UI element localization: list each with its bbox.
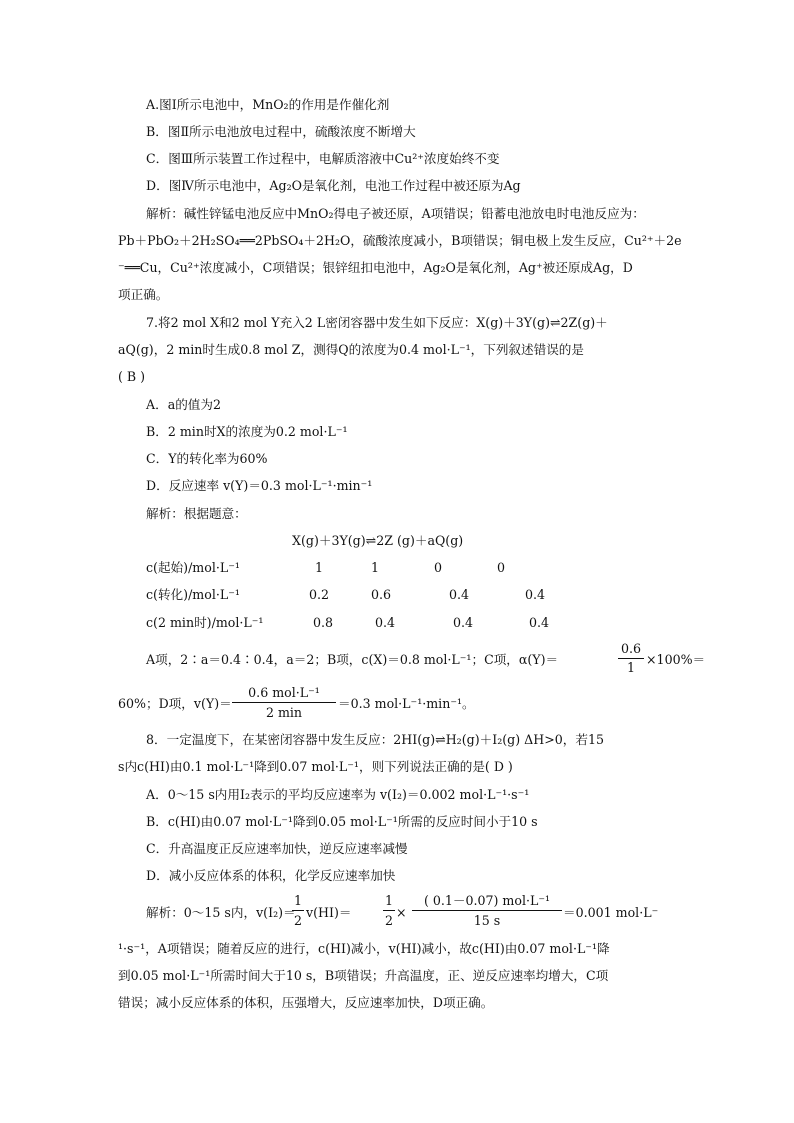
fraction-numerator: ( 0.1－0.07) mol·L⁻¹ <box>423 893 551 908</box>
q8-option-a: A．0～15 s内用I₂表示的平均反应速率为 v(I₂)＝0.002 mol·L⁻¹·s⁻¹ <box>146 787 530 802</box>
q8-analysis-times: × <box>396 905 407 920</box>
fraction-numerator: 0.6 mol·L⁻¹ <box>248 685 320 700</box>
fraction-numerator: 1 <box>384 893 393 908</box>
q7-analysis-intro: 解析：根据题意： <box>146 506 247 521</box>
table-cell: 1 <box>315 560 324 575</box>
q7-conclusion-line: 60%；D项，v(Y)＝ <box>118 696 232 711</box>
q8-stem-line: 8．一定温度下，在某密闭容器中发生反应：2HI(g)⇌H₂(g)＋I₂(g) ΔH>0，若15 <box>146 732 604 747</box>
q6-analysis-line: 解析：碱性锌锰电池反应中MnO₂得电子被还原，A项错误；铅蓄电池放电时电池反应为： <box>146 206 645 221</box>
q8-option-c: C．升高温度正反应速率加快，逆反应速率减慢 <box>146 841 408 856</box>
row-label: c(起始)/mol·L⁻¹ <box>146 560 240 575</box>
fraction-bar <box>383 910 395 911</box>
q6-option-a: A.图Ⅰ所示电池中，MnO₂的作用是作催化剂 <box>146 97 390 112</box>
table-cell: 0.4 <box>525 587 546 602</box>
q8-option-b: B．c(HI)由0.07 mol·L⁻¹降到0.05 mol·L⁻¹所需的反应时间小于10 s <box>146 814 538 829</box>
q8-analysis-line: 错误；减小反应体系的体积，压强增大，反应速率加快，D项正确。 <box>118 995 494 1010</box>
q6-option-c: C．图Ⅲ所示装置工作过程中，电解质溶液中Cu²⁺浓度始终不变 <box>146 151 500 166</box>
q8-analysis-line: ¹·s⁻¹，A项错误；随着反应的进行，c(HI)减小，v(HI)减小，故c(HI)由0.07 mol·L⁻¹降 <box>118 941 610 956</box>
q6-analysis-line: Pb＋PbO₂＋2H₂SO₄══2PbSO₄＋2H₂O，硫酸浓度减小，B项错误；铜电极上发生反应，Cu²⁺＋2e <box>118 233 682 248</box>
q7-conclusion-tail: ＝0.3 mol·L⁻¹·min⁻¹。 <box>338 696 475 711</box>
fraction-denominator: 2 min <box>265 705 303 720</box>
q8-analysis-tail: ＝0.001 mol·L⁻ <box>563 905 659 920</box>
q7-option-d: D．反应速率 v(Y)＝0.3 mol·L⁻¹·min⁻¹ <box>146 478 373 493</box>
fraction-denominator: 15 s <box>473 913 501 928</box>
q8-stem-line: s内c(HI)由0.1 mol·L⁻¹降到0.07 mol·L⁻¹，则下列说法正确的是( D ) <box>118 759 513 774</box>
table-cell: 0.6 <box>371 587 392 602</box>
fraction-bar <box>618 658 644 659</box>
fraction-denominator: 1 <box>626 660 635 675</box>
table-cell: 0.4 <box>375 615 396 630</box>
table-cell: 0.8 <box>313 615 334 630</box>
table-cell: 0.4 <box>449 587 470 602</box>
q8-analysis-line: 到0.05 mol·L⁻¹所需时间大于10 s，B项错误；升高温度，正、逆反应速率均增大，C项 <box>118 968 609 983</box>
row-label: c(2 min时)/mol·L⁻¹ <box>146 615 264 630</box>
table-cell: 0 <box>434 560 443 575</box>
q7-stem-line: 7.将2 mol X和2 mol Y充入2 L密闭容器中发生如下反应：X(g)＋3Y(g)⇌2Z(g)＋ <box>146 315 608 330</box>
q7-conclusion-tail: ×100%＝ <box>646 652 706 667</box>
table-cell: 0 <box>497 560 506 575</box>
q6-option-b: B．图Ⅱ所示电池放电过程中，硫酸浓度不断增大 <box>146 124 416 139</box>
fraction-numerator: 1 <box>293 893 302 908</box>
q6-analysis-line: 项正确。 <box>118 287 169 302</box>
reaction-equation: X(g)＋3Y(g)⇌2Z (g)＋aQ(g) <box>292 533 464 548</box>
row-label: c(转化)/mol·L⁻¹ <box>146 587 240 602</box>
table-cell: 0.2 <box>309 587 330 602</box>
fraction-bar <box>292 910 304 911</box>
q7-option-c: C．Y的转化率为60% <box>146 451 268 466</box>
fraction-denominator: 2 <box>384 913 393 928</box>
q8-option-d: D．减小反应体系的体积，化学反应速率加快 <box>146 868 396 883</box>
q6-analysis-line: ⁻══Cu，Cu²⁺浓度减小，C项错误；银锌纽扣电池中，Ag₂O是氧化剂，Ag⁺被还原成Ag，D <box>118 260 633 275</box>
fraction-bar <box>412 910 562 911</box>
q8-analysis-mid: v(HI)＝ <box>306 905 352 920</box>
q7-stem-line: aQ(g)，2 min时生成0.8 mol Z，测得Q的浓度为0.4 mol·L⁻¹，下列叙述错误的是 <box>118 342 584 357</box>
q7-option-b: B．2 min时X的浓度为0.2 mol·L⁻¹ <box>146 424 348 439</box>
q8-analysis-head: 解析：0～15 s内，v(I₂)＝ <box>146 905 296 920</box>
fraction-denominator: 2 <box>293 913 302 928</box>
q7-conclusion-line: A项，2∶a＝0.4∶0.4，a＝2；B项，c(X)＝0.8 mol·L⁻¹；C项，α(Y)＝ <box>146 652 559 667</box>
table-cell: 1 <box>371 560 380 575</box>
table-cell: 0.4 <box>453 615 474 630</box>
fraction-numerator: 0.6 <box>620 641 642 656</box>
q7-answer: ( B ) <box>118 369 146 384</box>
fraction-bar <box>232 702 336 703</box>
q6-option-d: D．图Ⅳ所示电池中，Ag₂O是氧化剂，电池工作过程中被还原为Ag <box>146 178 521 193</box>
q7-option-a: A．a的值为2 <box>146 397 221 412</box>
table-cell: 0.4 <box>529 615 550 630</box>
